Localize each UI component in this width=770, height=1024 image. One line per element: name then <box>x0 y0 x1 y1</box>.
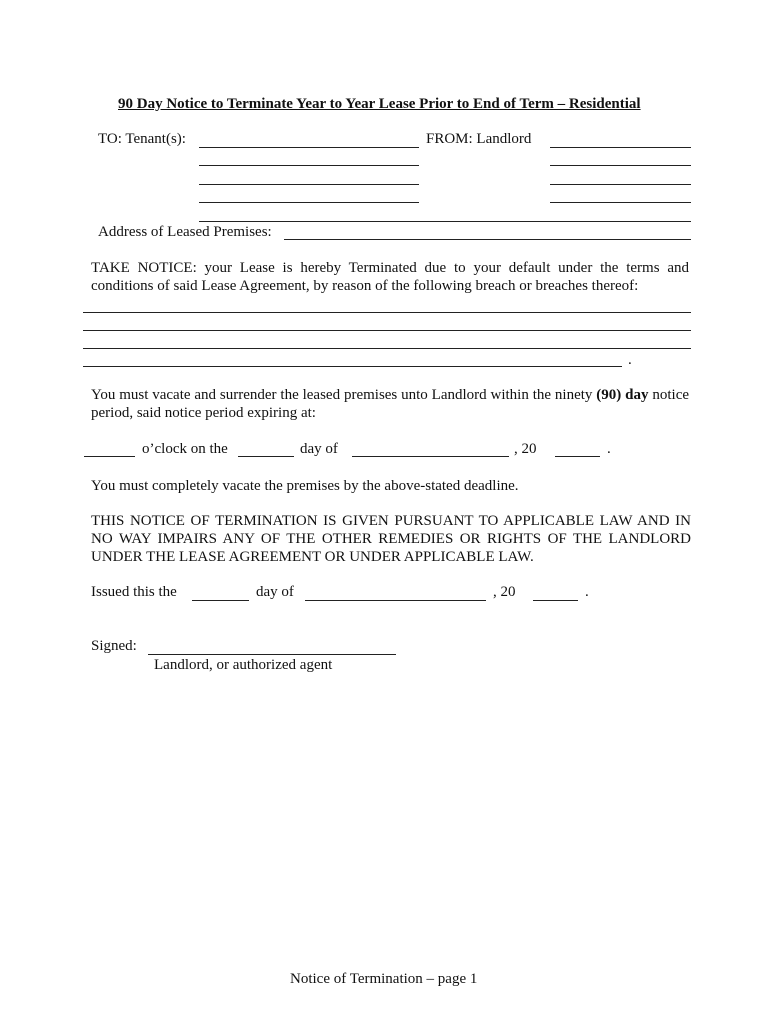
to-tenants-label: TO: Tenant(s): <box>98 131 186 147</box>
legal-notice-paragraph: THIS NOTICE OF TERMINATION IS GIVEN PURSUANT TO APPLICABLE LAW AND IN NO WAY IMPAIRS ANY OF THE OTHER REMEDIES OR RIGHTS OF THE LANDLORD UNDER THE LEASE AGREEMENT OR UNDER APPLICABLE LAW. <box>91 513 691 565</box>
vacate-text-after: notice period, said notice period expiring at: <box>91 387 690 421</box>
landlord-line-4[interactable] <box>550 202 691 203</box>
expiry-month-line[interactable] <box>352 456 509 457</box>
oclock-label: o’clock on the <box>142 441 228 457</box>
from-landlord-label: FROM: Landlord <box>426 131 532 147</box>
signed-label: Signed: <box>91 638 137 654</box>
expiry-year-prefix: , 20 <box>514 441 537 457</box>
vacate-paragraph <box>91 386 689 422</box>
issued-year-prefix: , 20 <box>493 584 516 600</box>
expiry-day-line[interactable] <box>238 456 294 457</box>
completely-vacate-text: You must completely vacate the premises by the above-stated deadline. <box>91 478 519 494</box>
signature-line[interactable] <box>148 654 396 655</box>
document-title: 90 Day Notice to Terminate Year to Year Lease Prior to End of Term – Residential <box>118 96 641 112</box>
signer-caption: Landlord, or authorized agent <box>154 657 333 673</box>
landlord-line-3[interactable] <box>550 184 691 185</box>
page-footer: Notice of Termination – page 1 <box>290 971 478 987</box>
tenant-line-2[interactable] <box>199 165 419 166</box>
issued-day-of-label: day of <box>256 584 294 600</box>
issued-month-line[interactable] <box>305 600 486 601</box>
breach-line-1[interactable] <box>83 312 691 313</box>
expiry-day-of-label: day of <box>300 441 338 457</box>
take-notice-paragraph: TAKE NOTICE: your Lease is hereby Terminated due to your default under the terms and conditions of said Lease Agreement, by reason of the following breach or breaches thereof: <box>91 260 689 294</box>
tenant-line-1[interactable] <box>199 147 419 148</box>
breach-line-2[interactable] <box>83 330 691 331</box>
breach-line-3[interactable] <box>83 348 691 349</box>
premises-line-upper[interactable] <box>199 221 691 222</box>
landlord-line-2[interactable] <box>550 165 691 166</box>
landlord-line-1[interactable] <box>550 147 691 148</box>
issued-day-line[interactable] <box>192 600 249 601</box>
issued-period: . <box>585 584 589 600</box>
issued-year-line[interactable] <box>533 600 578 601</box>
expiry-period: . <box>607 441 611 457</box>
address-of-leased-premises-label: Address of Leased Premises: <box>98 224 272 240</box>
vacate-text-before: You must vacate and surrender the leased premises unto Landlord within the ninety <box>91 387 593 403</box>
tenant-line-3[interactable] <box>199 184 419 185</box>
breach-line-4[interactable] <box>83 366 622 367</box>
breach-period: . <box>628 352 632 368</box>
vacate-text-bold: (90) day <box>596 387 649 403</box>
expiry-hour-line[interactable] <box>84 456 135 457</box>
tenant-line-4[interactable] <box>199 202 419 203</box>
issued-label: Issued this the <box>91 584 177 600</box>
expiry-year-line[interactable] <box>555 456 600 457</box>
address-line[interactable] <box>284 239 691 240</box>
